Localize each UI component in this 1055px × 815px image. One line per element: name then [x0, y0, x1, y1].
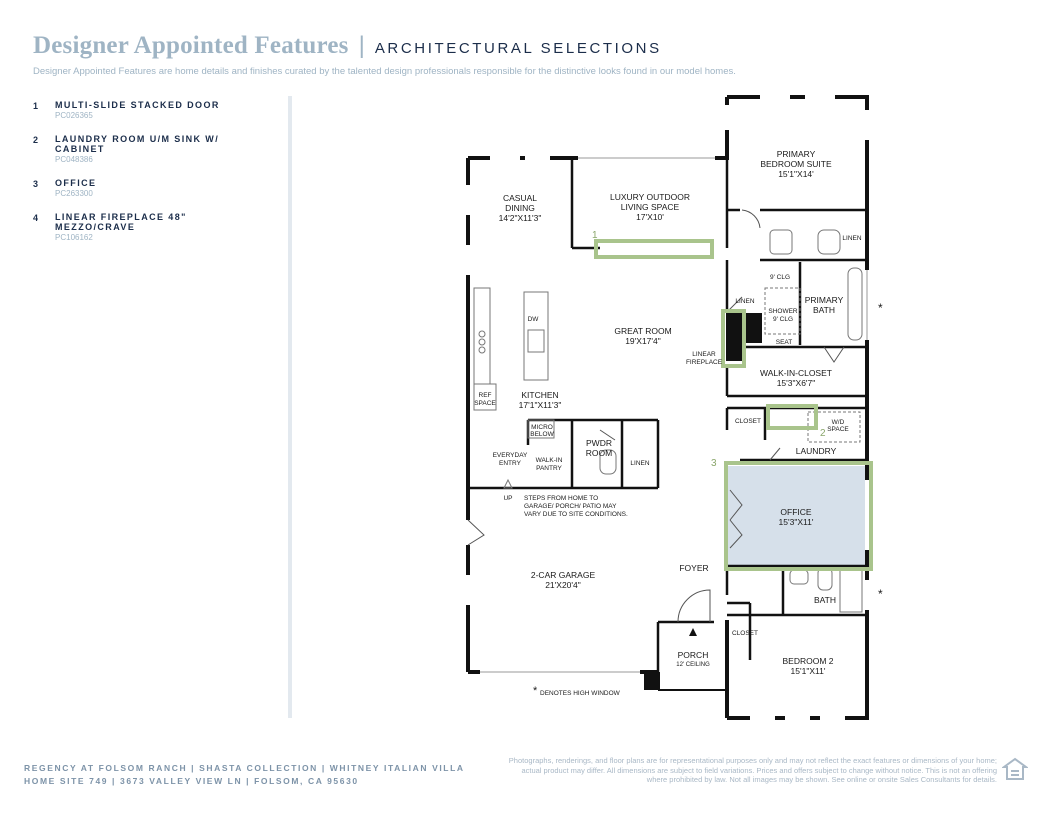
footer-line-2: HOME SITE 749 | 3673 VALLEY VIEW LN | FOLSOM, CA 95630 — [24, 776, 359, 786]
label-micro: BELOW — [530, 431, 554, 438]
steps-note-line: GARAGE/ PORCH/ PATIO MAY — [524, 503, 617, 510]
label-shower-clg: 9' CLG — [772, 316, 794, 323]
room-bath: BATH — [813, 595, 837, 605]
selection-number: 2 — [33, 135, 39, 145]
label-dw: DW — [527, 316, 539, 323]
selection-number: 4 — [33, 213, 39, 223]
room-primary-suite-size: 15'1"X14' — [778, 169, 814, 179]
label-wd-space: W/D — [831, 419, 845, 426]
page-title: Designer Appointed Features — [33, 32, 349, 59]
selection-name: MULTI-SLIDE STACKED DOOR — [55, 100, 220, 110]
fireplace-block — [726, 313, 742, 361]
label-pantry: PANTRY — [536, 465, 562, 472]
room-laundry: LAUNDRY — [795, 446, 837, 456]
room-kitchen: KITCHEN — [521, 390, 559, 400]
steps-note-line: VARY DUE TO SITE CONDITIONS. — [524, 511, 628, 518]
selection-code: PC263300 — [55, 189, 93, 198]
room-casual-dining: DINING — [505, 203, 535, 213]
label-closet-laundry: CLOSET — [734, 418, 762, 425]
label-everyday-entry: ENTRY — [499, 460, 521, 467]
steps-note — [524, 495, 628, 518]
room-office: OFFICE — [780, 507, 812, 517]
room-bedroom2-size: 15'1"X11' — [790, 666, 826, 676]
room-labels — [499, 149, 844, 676]
label-pantry: WALK-IN — [535, 457, 563, 464]
porch-column — [644, 672, 658, 690]
room-outdoor: LIVING SPACE — [620, 202, 680, 212]
highlight-stacked-door — [596, 241, 712, 257]
room-outdoor: LUXURY OUTDOOR — [610, 192, 690, 202]
selection-code: PC026365 — [55, 111, 93, 120]
footer-line-1: REGENCY AT FOLSOM RANCH | SHASTA COLLECTION | WHITNEY ITALIAN VILLA — [24, 763, 465, 773]
label-wd-space: SPACE — [827, 426, 849, 433]
label-up: UP — [503, 495, 513, 502]
label-clg: 9' CLG — [769, 274, 791, 281]
equal-housing-icon — [1002, 757, 1028, 783]
room-porch: PORCH — [677, 650, 709, 660]
room-pwdr: ROOM — [585, 448, 613, 458]
room-pwdr: PWDR — [586, 438, 612, 448]
selection-name: OFFICE — [55, 178, 97, 188]
high-window-asterisk: * — [878, 301, 883, 315]
room-great-room-size: 19'X17'4" — [625, 336, 661, 346]
callout-1: 1 — [592, 230, 598, 241]
high-window-note: DENOTES HIGH WINDOW — [540, 690, 620, 697]
label-fireplace: FIREPLACE — [685, 359, 723, 366]
interior-walls — [470, 158, 867, 672]
room-walk-in-closet: WALK-IN-CLOSET — [760, 368, 832, 378]
footer-disclaimer: Photographs, renderings, and floor plans are for representational purposes only and may not reflect the exact features or dimensions of your home; actual product may differ. All dimensions are subject to field variations. Prices and offers subject to change without notice. This is not an offering where prohibited by law. Not all images may be shown. See online or onsite Sales Consultants for details. — [508, 756, 997, 784]
label-everyday-entry: EVERYDAY — [492, 452, 528, 459]
room-office-size: 15'3"X11' — [778, 517, 814, 527]
selection-number: 1 — [33, 101, 39, 111]
room-porch-ceiling: 12' CEILING — [676, 662, 710, 668]
intro-text: Designer Appointed Features are home details and finishes curated by the talented design professionals responsible for the distinctive looks found in our model homes. — [33, 66, 736, 77]
room-primary-suite: BEDROOM SUITE — [760, 159, 832, 169]
page-subtitle: ARCHITECTURAL SELECTIONS — [374, 40, 662, 57]
label-micro: MICRO — [531, 424, 553, 431]
room-primary-suite: PRIMARY — [776, 149, 816, 159]
steps-note-line: STEPS FROM HOME TO — [524, 495, 599, 502]
selection-name: LINEAR FIREPLACE 48" MEZZO/CRAVE — [55, 212, 187, 232]
label-linen-top: LINEN — [842, 235, 862, 242]
room-primary-bath: PRIMARY — [804, 295, 844, 305]
room-walk-in-closet-size: 15'3"X6'7" — [776, 378, 816, 388]
label-fireplace: LINEAR — [692, 351, 716, 358]
high-window-asterisk: * — [878, 587, 883, 601]
selection-number: 3 — [33, 179, 39, 189]
high-window-asterisk: * — [533, 685, 538, 697]
room-primary-bath: BATH — [812, 305, 836, 315]
selection-code: PC106162 — [55, 233, 93, 242]
room-garage: 2-CAR GARAGE — [530, 570, 596, 580]
room-casual-dining-size: 14'2"X11'3" — [498, 213, 542, 223]
label-seat: SEAT — [775, 339, 793, 346]
room-bedroom2: BEDROOM 2 — [782, 656, 834, 666]
label-ref-space: REF — [478, 392, 492, 399]
footer-community — [24, 762, 465, 788]
label-ref-space: SPACE — [474, 400, 496, 407]
label-shower: SHOWER — [768, 308, 798, 315]
title-separator: | — [358, 32, 365, 59]
callout-2: 2 — [820, 428, 826, 439]
room-great-room: GREAT ROOM — [614, 326, 672, 336]
highlight-laundry-sink — [768, 406, 816, 428]
room-foyer: FOYER — [679, 563, 709, 573]
label-closet-bedroom: CLOSET — [731, 630, 759, 637]
selection-name: LAUNDRY ROOM U/M SINK W/ CABINET — [55, 134, 220, 154]
entry-arrow-icon — [689, 628, 697, 636]
room-garage-size: 21'X20'4" — [545, 580, 581, 590]
window-lines — [480, 158, 867, 672]
room-casual-dining: CASUAL — [502, 193, 538, 203]
label-linen-mid: LINEN — [735, 298, 755, 305]
label-linen-pwdr: LINEN — [630, 460, 650, 467]
selection-code: PC048386 — [55, 155, 93, 164]
room-kitchen-size: 17'1"X11'3" — [518, 400, 562, 410]
room-outdoor-size: 17'X10' — [636, 212, 664, 222]
callout-3: 3 — [711, 458, 717, 469]
